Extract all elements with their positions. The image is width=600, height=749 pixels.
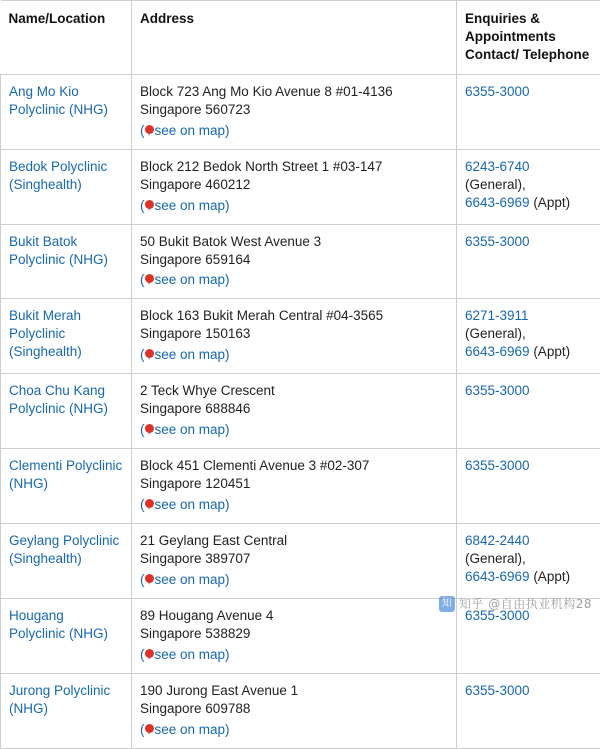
telephone-link[interactable]: 6355-3000 xyxy=(465,608,530,623)
cell-name-location xyxy=(1,449,132,524)
map-pin-icon xyxy=(145,349,154,361)
map-link-open-paren: ( xyxy=(140,572,145,587)
telephone-link[interactable]: 6643-6969 xyxy=(465,195,530,210)
map-link-close-paren: ) xyxy=(225,497,230,512)
map-link-close-paren: ) xyxy=(225,422,230,437)
map-pin-icon xyxy=(145,574,154,586)
address-line-2: Singapore 120451 xyxy=(140,475,448,493)
telephone-line xyxy=(465,457,592,475)
map-link-label: see on map xyxy=(155,272,226,287)
map-link-close-paren: ) xyxy=(225,198,230,213)
map-link-label: see on map xyxy=(155,647,226,662)
cell-telephone xyxy=(457,299,600,374)
header-name-location: Name/Location xyxy=(1,1,132,75)
cell-address xyxy=(132,149,457,224)
map-link-label: see on map xyxy=(155,198,226,213)
cell-address xyxy=(132,74,457,149)
address-line-2: Singapore 538829 xyxy=(140,625,448,643)
telephone-line xyxy=(465,307,592,343)
address-line-2: Singapore 150163 xyxy=(140,325,448,343)
cell-telephone xyxy=(457,673,600,748)
cell-address xyxy=(132,299,457,374)
map-pin-icon xyxy=(145,649,154,661)
telephone-line xyxy=(465,233,592,251)
map-link-open-paren: ( xyxy=(140,347,145,362)
see-on-map-link[interactable] xyxy=(140,496,230,514)
telephone-link[interactable]: 6271-3911 xyxy=(465,308,529,323)
telephone-note: (Appt) xyxy=(530,569,571,584)
address-line-2: Singapore 659164 xyxy=(140,251,448,269)
table-row xyxy=(1,299,600,374)
zhihu-badge-icon: 知 xyxy=(439,596,455,612)
cell-telephone xyxy=(457,224,600,299)
map-link-close-paren: ) xyxy=(225,647,230,662)
see-on-map-link[interactable] xyxy=(140,197,230,215)
map-pin-icon xyxy=(145,499,154,511)
map-link-open-paren: ( xyxy=(140,422,145,437)
cell-address xyxy=(132,374,457,449)
clinic-name-link[interactable]: Clementi Polyclinic (NHG) xyxy=(9,458,122,491)
address-line-1: 2 Teck Whye Crescent xyxy=(140,382,448,400)
clinic-name-link[interactable]: Bedok Polyclinic (Singhealth) xyxy=(9,159,107,192)
map-link-open-paren: ( xyxy=(140,272,145,287)
see-on-map-link[interactable] xyxy=(140,421,230,439)
map-link-open-paren: ( xyxy=(140,198,145,213)
cell-name-location xyxy=(1,374,132,449)
address-line-2: Singapore 389707 xyxy=(140,550,448,568)
table-row xyxy=(1,74,600,149)
watermark-text: 知乎 @自由执业机构28 xyxy=(459,595,592,612)
map-link-close-paren: ) xyxy=(225,123,230,138)
telephone-line xyxy=(465,382,592,400)
table-row xyxy=(1,598,600,673)
see-on-map-link[interactable] xyxy=(140,271,230,289)
cell-name-location xyxy=(1,673,132,748)
map-link-open-paren: ( xyxy=(140,647,145,662)
map-pin-icon xyxy=(145,724,154,736)
telephone-line xyxy=(465,607,592,625)
cell-telephone xyxy=(457,598,600,673)
telephone-link[interactable]: 6355-3000 xyxy=(465,683,530,698)
telephone-line xyxy=(465,532,592,568)
map-pin-icon xyxy=(145,200,154,212)
see-on-map-link[interactable] xyxy=(140,571,230,589)
address-line-1: 89 Hougang Avenue 4 xyxy=(140,607,448,625)
telephone-note: (General), xyxy=(465,177,526,192)
address-line-2: Singapore 609788 xyxy=(140,700,448,718)
map-pin-icon xyxy=(145,424,154,436)
map-link-close-paren: ) xyxy=(225,572,230,587)
table-row xyxy=(1,449,600,524)
cell-address xyxy=(132,449,457,524)
telephone-link[interactable]: 6355-3000 xyxy=(465,458,530,473)
map-link-label: see on map xyxy=(155,497,226,512)
header-telephone: Enquiries & Appointments Contact/ Telephone xyxy=(457,1,600,75)
clinic-name-link[interactable]: Bukit Batok Polyclinic (NHG) xyxy=(9,234,108,267)
see-on-map-link[interactable] xyxy=(140,646,230,664)
address-line-2: Singapore 460212 xyxy=(140,176,448,194)
header-address: Address xyxy=(132,1,457,75)
map-link-close-paren: ) xyxy=(225,722,230,737)
telephone-link[interactable]: 6355-3000 xyxy=(465,383,530,398)
telephone-line xyxy=(465,682,592,700)
cell-name-location xyxy=(1,149,132,224)
telephone-line xyxy=(465,158,592,194)
table-row xyxy=(1,524,600,599)
address-line-1: Block 451 Clementi Avenue 3 #02-307 xyxy=(140,457,448,475)
telephone-link[interactable]: 6643-6969 xyxy=(465,344,530,359)
map-link-label: see on map xyxy=(155,722,226,737)
cell-name-location xyxy=(1,598,132,673)
telephone-note: (Appt) xyxy=(530,344,571,359)
cell-name-location xyxy=(1,524,132,599)
map-pin-icon xyxy=(145,125,154,137)
see-on-map-link[interactable] xyxy=(140,122,230,140)
address-line-1: 190 Jurong East Avenue 1 xyxy=(140,682,448,700)
map-link-label: see on map xyxy=(155,422,226,437)
table-row xyxy=(1,224,600,299)
clinic-name-link[interactable]: Jurong Polyclinic (NHG) xyxy=(9,683,110,716)
table-row xyxy=(1,149,600,224)
cell-address xyxy=(132,673,457,748)
map-link-open-paren: ( xyxy=(140,722,145,737)
telephone-link[interactable]: 6842-2440 xyxy=(465,533,530,548)
telephone-line xyxy=(465,568,592,586)
table-body xyxy=(1,74,600,748)
map-link-open-paren: ( xyxy=(140,123,145,138)
address-line-1: Block 212 Bedok North Street 1 #03-147 xyxy=(140,158,448,176)
telephone-note: (General), xyxy=(465,326,526,341)
map-link-open-paren: ( xyxy=(140,497,145,512)
clinic-name-link[interactable]: Geylang Polyclinic (Singhealth) xyxy=(9,533,119,566)
clinic-name-link[interactable]: Bukit Merah Polyclinic (Singhealth) xyxy=(9,308,82,359)
cell-address xyxy=(132,224,457,299)
clinic-name-link[interactable]: Choa Chu Kang Polyclinic (NHG) xyxy=(9,383,108,416)
cell-address xyxy=(132,598,457,673)
cell-telephone xyxy=(457,374,600,449)
see-on-map-link[interactable] xyxy=(140,346,230,364)
telephone-line xyxy=(465,194,592,212)
telephone-link[interactable]: 6355-3000 xyxy=(465,234,530,249)
table-row xyxy=(1,374,600,449)
cell-telephone xyxy=(457,74,600,149)
cell-telephone xyxy=(457,449,600,524)
address-line-1: Block 163 Bukit Merah Central #04-3565 xyxy=(140,307,448,325)
table-header-row xyxy=(1,1,600,75)
cell-name-location xyxy=(1,224,132,299)
map-pin-icon xyxy=(145,274,154,286)
telephone-note: (General), xyxy=(465,551,526,566)
telephone-line xyxy=(465,83,592,101)
cell-name-location xyxy=(1,74,132,149)
telephone-link[interactable]: 6243-6740 xyxy=(465,159,530,174)
clinic-name-link[interactable]: Hougang Polyclinic (NHG) xyxy=(9,608,108,641)
map-link-label: see on map xyxy=(155,572,226,587)
cell-address xyxy=(132,524,457,599)
address-line-1: 21 Geylang East Central xyxy=(140,532,448,550)
cell-telephone xyxy=(457,524,600,599)
telephone-link[interactable]: 6355-3000 xyxy=(465,84,530,99)
map-link-close-paren: ) xyxy=(225,272,230,287)
telephone-link[interactable]: 6643-6969 xyxy=(465,569,530,584)
address-line-1: 50 Bukit Batok West Avenue 3 xyxy=(140,233,448,251)
cell-telephone xyxy=(457,149,600,224)
cell-name-location xyxy=(1,299,132,374)
map-link-label: see on map xyxy=(155,347,226,362)
address-line-1: Block 723 Ang Mo Kio Avenue 8 #01-4136 xyxy=(140,83,448,101)
map-link-label: see on map xyxy=(155,123,226,138)
table-row xyxy=(1,673,600,748)
see-on-map-link[interactable] xyxy=(140,721,230,739)
map-link-close-paren: ) xyxy=(225,347,230,362)
telephone-note: (Appt) xyxy=(530,195,571,210)
address-line-2: Singapore 688846 xyxy=(140,400,448,418)
clinic-name-link[interactable]: Ang Mo Kio Polyclinic (NHG) xyxy=(9,84,108,117)
address-line-2: Singapore 560723 xyxy=(140,101,448,119)
telephone-line xyxy=(465,343,592,361)
